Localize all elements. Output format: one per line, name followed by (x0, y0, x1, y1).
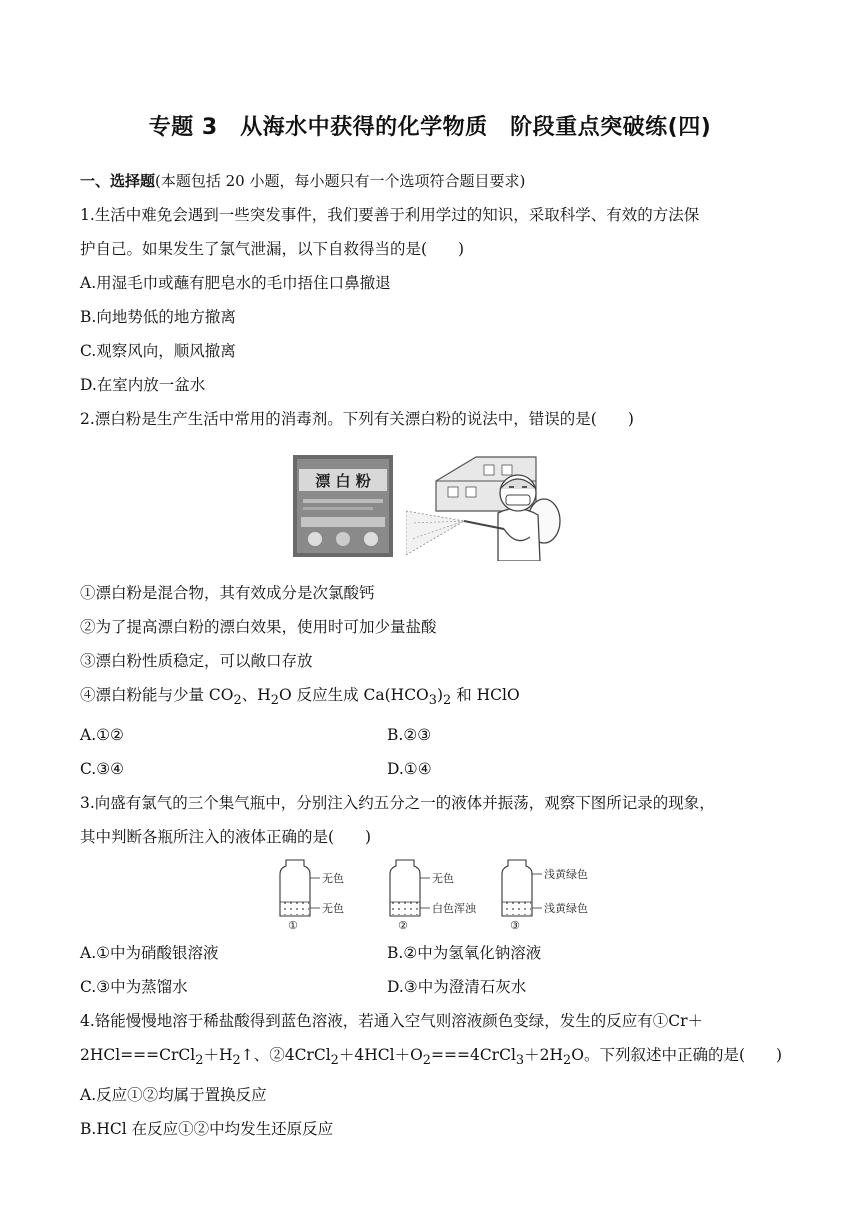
q2-options-row-1 (80, 718, 780, 752)
question-4 (80, 1004, 783, 1146)
q4-eq-part: ＋4HCl＋O (338, 1046, 423, 1065)
q2-stem: 2.漂白粉是生产生活中常用的消毒剂。下列有关漂白粉的说法中，错误的是( ) (80, 410, 634, 428)
bottle-2 (390, 860, 477, 930)
q2-options-row-2 (80, 752, 780, 786)
q4-eq-subscript: 3 (515, 1053, 525, 1069)
q2-s4-part: O 反应生成 Ca(HCO (278, 686, 429, 704)
q4-eq-part: ＋H (203, 1046, 233, 1065)
q1-option-a: A.用湿毛巾或蘸有肥皂水的毛巾捂住口鼻撤退 (80, 274, 391, 292)
q2-s4-subscript: 3 (428, 693, 437, 709)
q2-statement-2: ②为了提高漂白粉的漂白效果，使用时可加少量盐酸 (80, 618, 437, 636)
q3-option-a: A.①中为硝酸银溶液 (80, 944, 219, 963)
q1-option-c: C.观察风向，顺风撤离 (80, 342, 236, 360)
q2-s4-subscript: 2 (443, 693, 452, 709)
bottle-2-number: ② (398, 919, 408, 931)
q4-eq-part: 2HCl===CrCl (80, 1046, 196, 1065)
q2-option-b: B.②③ (387, 726, 432, 745)
q3-options-row-2 (80, 970, 780, 1004)
bleach-package-image (293, 455, 393, 557)
gas-bottles-figure (270, 858, 630, 930)
bottle-3-top-label: 浅黄绿色 (544, 868, 588, 882)
q1-stem-line-1: 1.生活中难免会遇到一些突发事件，我们要善于利用学过的知识，采取科学、有效的方法保 (80, 206, 700, 224)
q3-option-b: B.②中为氢氧化钠溶液 (387, 944, 542, 963)
q3-options-row-1 (80, 936, 780, 970)
bottle-1-bottom-label: 无色 (322, 902, 344, 916)
q2-s4-part: 和 HClO (451, 686, 520, 704)
question-content (80, 166, 783, 1146)
page-title: 专题 3 从海水中获得的化学物质 阶段重点突破练(四) (148, 115, 712, 140)
q1-option-d: D.在室内放一盆水 (80, 376, 206, 394)
q2-s4-subscript: 2 (233, 693, 242, 709)
q1-option-b: B.向地势低的地方撤离 (80, 308, 236, 326)
q4-option-a: A.反应①②均属于置换反应 (80, 1086, 267, 1105)
bottle-3-number: ③ (510, 919, 520, 931)
q2-option-d: D.①④ (387, 760, 432, 779)
disinfection-worker-image (406, 451, 566, 561)
q2-option-a: A.①② (80, 726, 124, 745)
bottle-2-top-label: 无色 (432, 872, 454, 886)
q4-stem-line-2 (80, 1038, 783, 1078)
q4-option-b: B.HCl 在反应①②中均发生还原反应 (80, 1120, 334, 1139)
q4-eq-subscript: 2 (195, 1053, 204, 1069)
q3-stem-line-2: 其中判断各瓶所注入的液体正确的是( ) (80, 828, 372, 847)
q2-s4-part: ) (436, 686, 444, 704)
q4-eq-part: O。下列叙述中正确的是( ) (571, 1046, 783, 1065)
q3-option-c: C.③中为蒸馏水 (80, 978, 188, 997)
q4-eq-subscript: 2 (232, 1053, 241, 1069)
q2-s4-part: ④漂白粉能与少量 CO (80, 686, 234, 704)
q4-eq-subscript: 2 (422, 1053, 431, 1069)
q4-eq-part: ===4CrCl (431, 1046, 516, 1065)
q2-option-c: C.③④ (80, 760, 125, 779)
section-head-label: 一、选择题 (80, 172, 156, 190)
q3-stem-line-1: 3.向盛有氯气的三个集气瓶中，分别注入约五分之一的液体并振荡，观察下图所记录的现象， (80, 794, 715, 813)
q2-statement-4 (80, 678, 780, 718)
bottle-2-bottom-label: 白色浑浊 (432, 902, 476, 916)
q4-eq-part: ＋2H (524, 1046, 564, 1065)
package-label: 漂 白 粉 (315, 472, 371, 490)
bottle-3-bottom-label: 浅黄绿色 (544, 902, 588, 916)
q2-s4-part: 、H (241, 686, 271, 704)
q4-eq-part: ↑、②4CrCl (240, 1046, 331, 1065)
bottle-3 (502, 860, 588, 930)
question-1 (80, 198, 780, 402)
q2-statement-3: ③漂白粉性质稳定，可以敞口存放 (80, 652, 313, 670)
q2-statement-1: ①漂白粉是混合物，其有效成分是次氯酸钙 (80, 584, 375, 602)
section-heading (80, 166, 780, 196)
question-3 (80, 786, 780, 1004)
bottle-1 (280, 860, 344, 930)
q4-eq-subscript: 2 (330, 1053, 339, 1069)
bottle-1-number: ① (288, 919, 298, 931)
section-note: (本题包括 20 小题，每小题只有一个选项符合题目要求) (155, 172, 526, 190)
q2-s4-subscript: 2 (270, 693, 279, 709)
q2-figures (80, 436, 780, 576)
q4-eq-subscript: 2 (563, 1053, 572, 1069)
q4-stem-line-1: 4.铬能慢慢地溶于稀盐酸得到蓝色溶液，若通入空气则溶液颜色变绿，发生的反应有①Cr＋ (80, 1012, 704, 1031)
q1-stem-line-2: 护自己。如果发生了氯气泄漏，以下自救得当的是( ) (80, 240, 465, 258)
question-2 (80, 402, 780, 786)
q3-option-d: D.③中为澄清石灰水 (387, 978, 527, 997)
bottle-1-top-label: 无色 (322, 872, 344, 886)
